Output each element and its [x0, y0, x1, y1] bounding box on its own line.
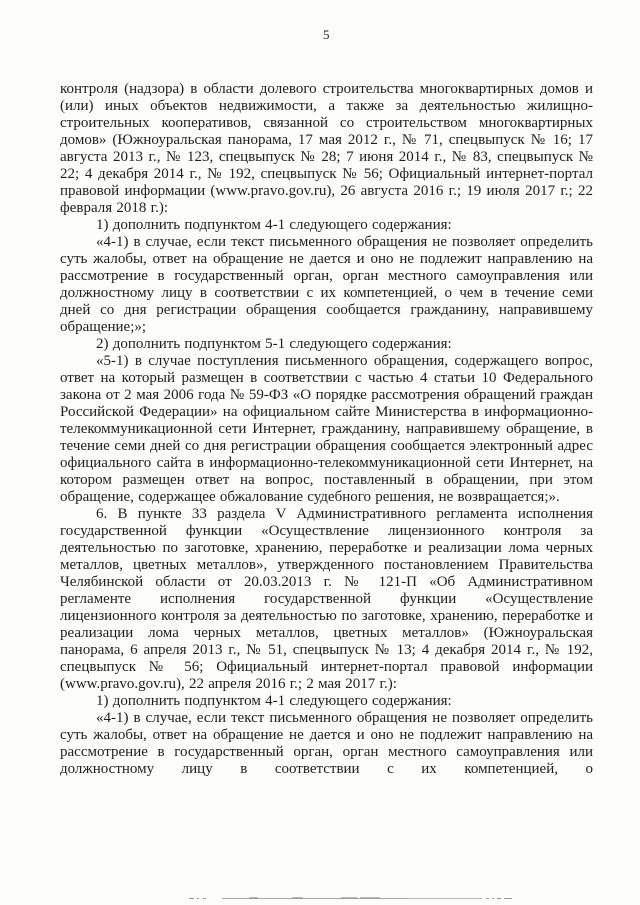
document-body: [60, 81, 593, 778]
paragraph-item-6: 6. В пункте 33 раздела V Административного регламента исполнения государственной функции «Осуществление лицензионного контроля за деятельностью по заготовке, хранению, переработке и реализации лома черных металлов, цветных металлов», утвержденного постановлением Правительства Челябинской области от 20.03.2013 г. № 121-П «Об Административном регламенте исполнения государственной функции «Осуществление лицензионного контроля за деятельностью по заготовке, хранению, переработке и реализации лома черных металлов, цветных металлов» (Южноуральская панорама, 6 апреля 2013 г., № 51, спецвыпуск № 13; 4 декабря 2014 г., № 192, спецвыпуск № 56; Официальный интернет-портал правовой информации (www.pravo.gov.ru), 22 апреля 2016 г.; 2 мая 2017 г.):: [60, 506, 593, 692]
scan-artifact-line: [0, 897, 640, 901]
paragraph-subitem-1: 1) дополнить подпунктом 4-1 следующего содержания:: [96, 217, 452, 233]
paragraph-subpoint-4-1: «4-1) в случае, если текст письменного обращения не позволяет определить суть жалобы, ответ на обращение не дается и оно не подлежит направлению на рассмотрение в государственный орган, орган местного самоуправления или должностному лицу в соответствии с их компетенцией, о чем в течение семи дней со дня регистрации обращения сообщается гражданину, направившему обращение;»;: [60, 234, 593, 335]
page-number: 5: [323, 27, 330, 42]
paragraph-subpoint-4-1-cutoff: «4-1) в случае, если текст письменного обращения не позволяет определить суть жалобы, ответ на обращение не дается и оно не подлежит направлению на рассмотрение в государственный орган, орган местного самоуправления или должностному лицу в соответствии с их компетенцией, о: [60, 710, 593, 777]
paragraph-subitem-2: 2) дополнить подпунктом 5-1 следующего содержания:: [96, 336, 452, 352]
paragraph-subitem-1-repeat: 1) дополнить подпунктом 4-1 следующего содержания:: [96, 693, 452, 709]
paragraph-subpoint-5-1: «5-1) в случае поступления письменного обращения, содержащего вопрос, ответ на который размещен в соответствии с частью 4 статьи 10 Федерального закона от 2 мая 2006 года № 59-ФЗ «О порядке рассмотрения обращений граждан Российской Федерации» на официальном сайте Министерства в информационно-телекоммуникационной сети Интернет, гражданину, направившему обращение, в течение семи дней со дня регистрации обращения сообщается электронный адрес официального сайта в информационно-телекоммуникационной сети Интернет, на котором размещен ответ на вопрос, поставленный в обращении, при этом обращение, содержащее обжалование судебного решения, не возвращается;».: [60, 353, 593, 505]
paragraph-continuation: контроля (надзора) в области долевого строительства многоквартирных домов и (или) иных объектов недвижимости, а также за деятельностью жилищно-строительных кооперативов, связанной со строительством многоквартирных домов» (Южноуральская панорама, 17 мая 2012 г., № 71, спецвыпуск № 16; 17 августа 2013 г., № 123, спецвыпуск № 28; 7 июня 2014 г., № 83, спецвыпуск № 22; 4 декабря 2014 г., № 192, спецвыпуск № 56; Официальный интернет-портал правовой информации (www.pravo.gov.ru), 26 августа 2016 г.; 19 июля 2017 г.; 22 февраля 2018 г.):: [60, 81, 593, 216]
